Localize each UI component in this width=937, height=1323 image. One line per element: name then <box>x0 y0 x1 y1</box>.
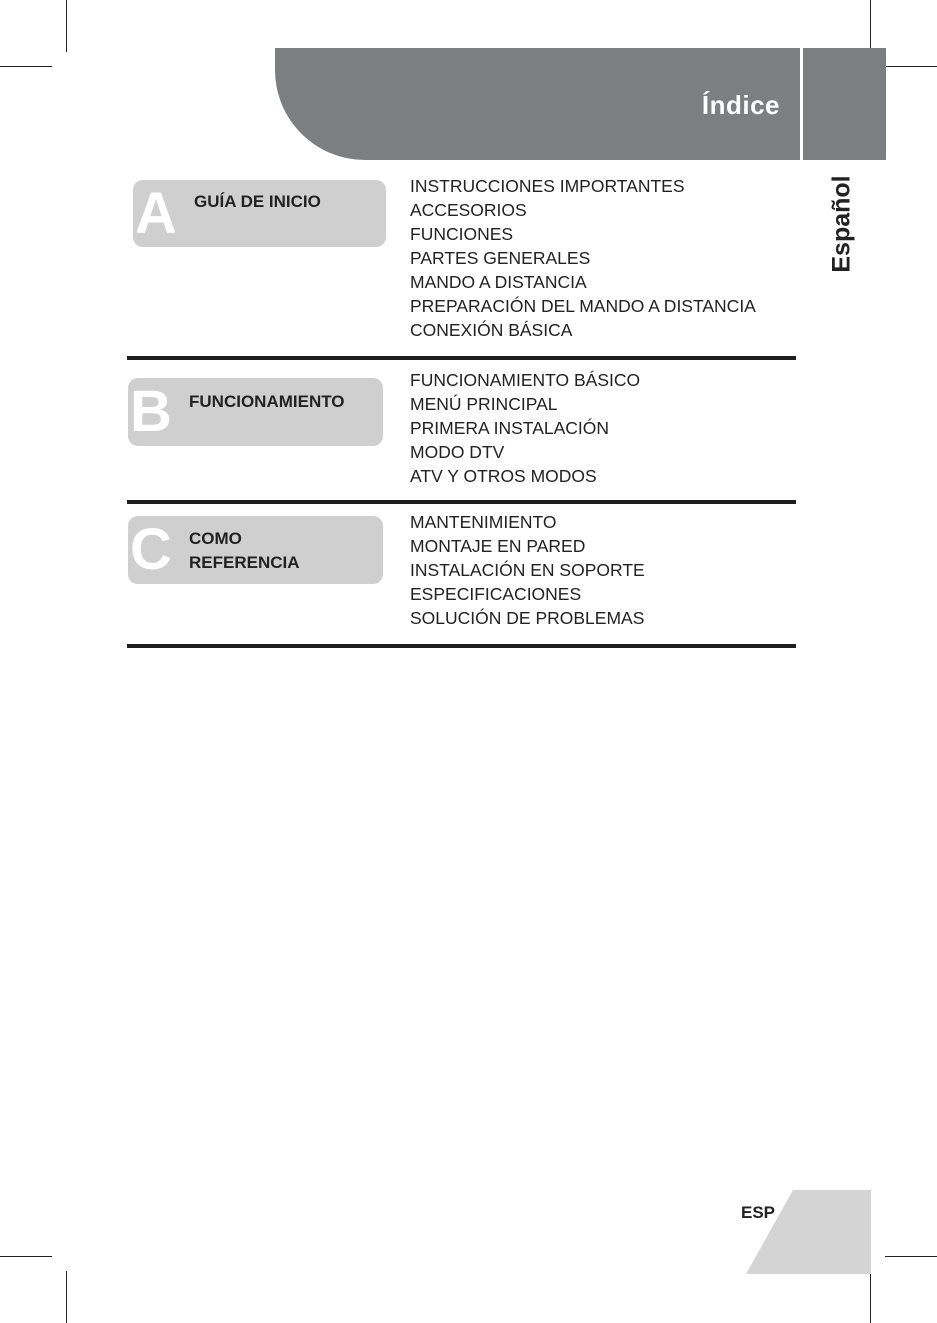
toc-entry[interactable]: MENÚ PRINCIPAL <box>410 394 558 414</box>
toc-entry[interactable]: MANDO A DISTANCIA <box>410 272 587 292</box>
section-letter: C <box>130 517 172 582</box>
section-divider <box>127 500 796 504</box>
toc-entry[interactable]: MONTAJE EN PARED <box>410 536 586 556</box>
toc-entry[interactable]: FUNCIONAMIENTO BÁSICO <box>410 370 641 390</box>
crop-mark-bottom-left-vertical <box>66 1271 67 1323</box>
toc-entry[interactable]: INSTRUCCIONES IMPORTANTES <box>410 176 685 196</box>
section-item-list <box>410 368 640 488</box>
page-title: Índice <box>701 90 780 120</box>
side-tab <box>803 48 886 160</box>
section-label-box <box>128 378 383 446</box>
footer-language-code: ESP <box>741 1203 776 1222</box>
toc-entry[interactable]: PARTES GENERALES <box>410 248 591 268</box>
toc-entry[interactable]: INSTALACIÓN EN SOPORTE <box>410 560 645 580</box>
crop-mark-bottom-right-vertical <box>870 1271 871 1323</box>
section-letter: B <box>130 379 172 444</box>
section-label: GUÍA DE INICIO <box>194 192 321 211</box>
crop-mark-bottom-left-horizontal <box>0 1256 52 1257</box>
crop-mark-top-left-vertical <box>66 0 67 52</box>
section-divider <box>127 356 796 360</box>
section-label: FUNCIONAMIENTO <box>189 392 345 411</box>
language-label: Español <box>827 175 856 273</box>
toc-entry[interactable]: SOLUCIÓN DE PROBLEMAS <box>410 608 645 628</box>
section-label-box <box>133 180 386 247</box>
toc-entry[interactable]: PRIMERA INSTALACIÓN <box>410 418 610 438</box>
section-label-line1: COMO <box>189 529 242 548</box>
crop-mark-top-right-horizontal <box>885 66 937 67</box>
crop-mark-top-right-vertical <box>870 0 871 52</box>
toc-entry[interactable]: ESPECIFICACIONES <box>410 584 582 604</box>
toc-entry[interactable]: PREPARACIÓN DEL MANDO A DISTANCIA <box>410 296 756 316</box>
toc-entry[interactable]: ATV Y OTROS MODOS <box>410 466 597 486</box>
section-divider <box>127 644 796 648</box>
crop-mark-bottom-right-horizontal <box>885 1256 937 1257</box>
section-letter: A <box>135 181 177 246</box>
section-item-list <box>410 510 645 630</box>
section-item-list <box>410 174 756 342</box>
toc-entry[interactable]: ACCESORIOS <box>410 200 527 220</box>
toc-entry[interactable]: CONEXIÓN BÁSICA <box>410 320 573 340</box>
section-label-line2: REFERENCIA <box>189 553 300 572</box>
toc-entry[interactable]: MODO DTV <box>410 442 505 462</box>
header-bar <box>275 48 800 160</box>
section-label-box <box>128 516 383 584</box>
crop-mark-top-left-horizontal <box>0 66 52 67</box>
toc-entry[interactable]: FUNCIONES <box>410 224 514 244</box>
toc-entry[interactable]: MANTENIMIENTO <box>410 512 557 532</box>
